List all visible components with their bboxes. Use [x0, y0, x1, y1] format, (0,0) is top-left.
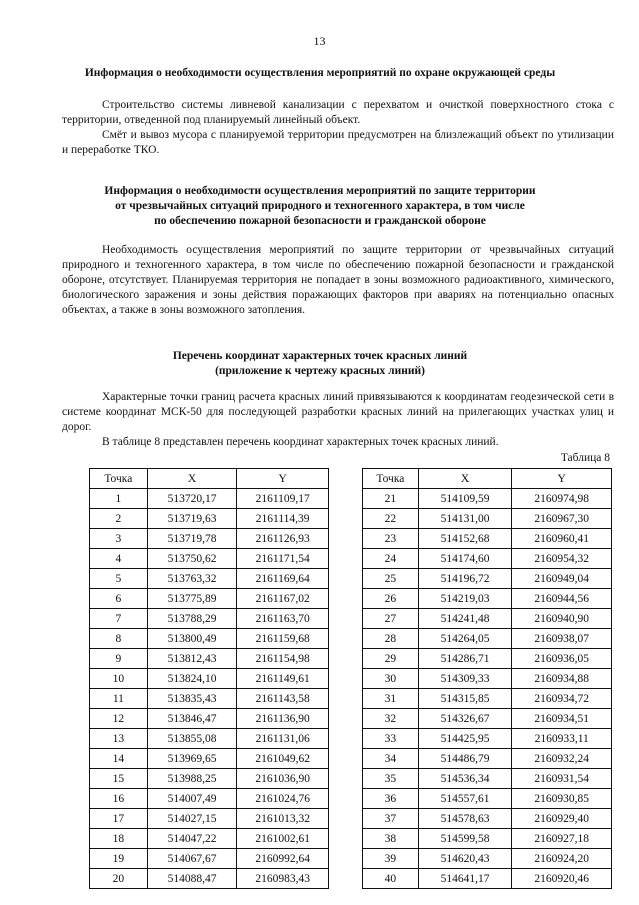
- cell-point: 27: [363, 609, 419, 629]
- cell-point: 12: [90, 709, 148, 729]
- cell-point: 32: [363, 709, 419, 729]
- cell-y: 2160930,85: [512, 789, 612, 809]
- page-number: 13: [313, 34, 326, 48]
- paragraph-table-ref: В таблице 8 представлен перечень координат характерных точек красных линий.: [102, 436, 499, 448]
- cell-y: 2161109,17: [237, 489, 329, 509]
- table-row: [363, 509, 612, 529]
- cell-y: 2160936,05: [512, 649, 612, 669]
- table-row: [90, 709, 329, 729]
- cell-y: 2161163,70: [237, 609, 329, 629]
- table-row: [363, 549, 612, 569]
- table-row: [363, 489, 612, 509]
- heading-line: по обеспечению пожарной безопасности и гражданской обороне: [154, 215, 486, 227]
- cell-y: 2160954,32: [512, 549, 612, 569]
- header-y: Y: [512, 469, 612, 489]
- table-row: [90, 789, 329, 809]
- cell-x: 513824,10: [147, 669, 237, 689]
- cell-point: 16: [90, 789, 148, 809]
- cell-x: 513750,62: [147, 549, 237, 569]
- table-row: [90, 509, 329, 529]
- table-row: [363, 709, 612, 729]
- table-row: [90, 669, 329, 689]
- cell-point: 23: [363, 529, 419, 549]
- cell-y: 2160932,24: [512, 749, 612, 769]
- cell-x: 514131,00: [418, 509, 512, 529]
- heading-line: (приложение к чертежу красных линий): [215, 365, 425, 377]
- cell-x: 513775,89: [147, 589, 237, 609]
- cell-point: 24: [363, 549, 419, 569]
- cell-y: 2161159,68: [237, 629, 329, 649]
- cell-y: 2160933,11: [512, 729, 612, 749]
- cell-y: 2160927,18: [512, 829, 612, 849]
- header-x: X: [418, 469, 512, 489]
- cell-y: 2161024,76: [237, 789, 329, 809]
- cell-x: 514641,17: [418, 869, 512, 889]
- cell-x: 514425,95: [418, 729, 512, 749]
- cell-x: 514109,59: [418, 489, 512, 509]
- table-row: [363, 729, 612, 749]
- cell-y: 2161036,90: [237, 769, 329, 789]
- cell-x: 514326,67: [418, 709, 512, 729]
- cell-point: 35: [363, 769, 419, 789]
- cell-y: 2161013,32: [237, 809, 329, 829]
- cell-point: 33: [363, 729, 419, 749]
- cell-x: 514241,48: [418, 609, 512, 629]
- table-row: [363, 609, 612, 629]
- cell-point: 22: [363, 509, 419, 529]
- cell-point: 13: [90, 729, 148, 749]
- cell-point: 10: [90, 669, 148, 689]
- coordinates-table-right: [362, 468, 612, 889]
- cell-y: 2161002,61: [237, 829, 329, 849]
- cell-x: 513835,43: [147, 689, 237, 709]
- cell-y: 2161171,54: [237, 549, 329, 569]
- cell-y: 2160967,30: [512, 509, 612, 529]
- cell-point: 8: [90, 629, 148, 649]
- cell-x: 514027,15: [147, 809, 237, 829]
- cell-y: 2160934,88: [512, 669, 612, 689]
- table-row: [90, 689, 329, 709]
- cell-y: 2160949,04: [512, 569, 612, 589]
- cell-point: 36: [363, 789, 419, 809]
- table-row: [363, 689, 612, 709]
- cell-point: 18: [90, 829, 148, 849]
- cell-x: 513800,49: [147, 629, 237, 649]
- cell-x: 513855,08: [147, 729, 237, 749]
- cell-x: 514264,05: [418, 629, 512, 649]
- cell-x: 514486,79: [418, 749, 512, 769]
- cell-y: 2161136,90: [237, 709, 329, 729]
- cell-y: 2160992,64: [237, 849, 329, 869]
- table-row: [363, 849, 612, 869]
- cell-point: 31: [363, 689, 419, 709]
- table-row: [363, 869, 612, 889]
- table-row: [90, 649, 329, 669]
- table-header-row: [90, 469, 329, 489]
- cell-x: 514067,67: [147, 849, 237, 869]
- cell-point: 28: [363, 629, 419, 649]
- table-row: [363, 749, 612, 769]
- cell-x: 514309,33: [418, 669, 512, 689]
- paragraph-drainage: Строительство системы ливневой канализации с перехватом и очисткой поверхностного стока с территории, отведенной под планируемый линейный объект.: [62, 99, 614, 126]
- cell-y: 2160920,46: [512, 869, 612, 889]
- cell-x: 514599,58: [418, 829, 512, 849]
- cell-point: 17: [90, 809, 148, 829]
- paragraph-emergency: Необходимость осуществления мероприятий по защите территории от чрезвычайных ситуаций природного и техногенного характера, в том числе по обеспечению пожарной безопасности и гражданской обороне, отсутствует. Планируемая территория не попадает в зоны возможного радиоактивного, химического, биологического заражения и зоны действия поражающих факторов при авариях на потенциально опасных объектах, а также в зоны возможного затопления.: [62, 244, 614, 316]
- cell-point: 40: [363, 869, 419, 889]
- cell-y: 2160924,20: [512, 849, 612, 869]
- cell-y: 2161154,98: [237, 649, 329, 669]
- cell-x: 514007,49: [147, 789, 237, 809]
- section-heading-emergency: [40, 184, 600, 229]
- cell-point: 39: [363, 849, 419, 869]
- heading-line: от чрезвычайных ситуаций природного и техногенного характера, в том числе: [115, 200, 525, 212]
- table-row: [90, 729, 329, 749]
- cell-point: 21: [363, 489, 419, 509]
- table-row: [363, 589, 612, 609]
- cell-point: 4: [90, 549, 148, 569]
- cell-point: 14: [90, 749, 148, 769]
- section-heading-environment: Информация о необходимости осуществления мероприятий по охране окружающей среды: [84, 67, 556, 79]
- cell-x: 514088,47: [147, 869, 237, 889]
- cell-y: 2160974,98: [512, 489, 612, 509]
- table-row: [363, 629, 612, 649]
- cell-point: 11: [90, 689, 148, 709]
- cell-y: 2160934,72: [512, 689, 612, 709]
- coordinates-table-left: [89, 468, 329, 889]
- cell-point: 34: [363, 749, 419, 769]
- cell-point: 29: [363, 649, 419, 669]
- cell-point: 5: [90, 569, 148, 589]
- heading-line: Перечень координат характерных точек красных линий: [172, 350, 468, 362]
- cell-x: 513988,25: [147, 769, 237, 789]
- cell-point: 25: [363, 569, 419, 589]
- cell-x: 514047,22: [147, 829, 237, 849]
- cell-x: 514219,03: [418, 589, 512, 609]
- cell-x: 514578,63: [418, 809, 512, 829]
- table-row: [90, 529, 329, 549]
- table-row: [363, 649, 612, 669]
- paragraph-coordinates: Характерные точки границ расчета красных линий привязываются к координатам геодезической сети в системе координат МСК-50 для последующей разработки красных линий на прилегающих участках улиц и дорог.: [62, 391, 614, 433]
- table-row: [363, 769, 612, 789]
- cell-x: 514174,60: [418, 549, 512, 569]
- table-row: [363, 789, 612, 809]
- cell-y: 2161169,64: [237, 569, 329, 589]
- table-row: [363, 669, 612, 689]
- header-point: Точка: [363, 469, 419, 489]
- cell-x: 513719,63: [147, 509, 237, 529]
- cell-point: 30: [363, 669, 419, 689]
- table-row: [90, 869, 329, 889]
- paragraph-waste: Смёт и вывоз мусора с планируемой территории предусмотрен на близлежащий объект по утилизации и переработке ТКО.: [62, 129, 614, 156]
- cell-x: 513719,78: [147, 529, 237, 549]
- cell-y: 2160934,51: [512, 709, 612, 729]
- table-row: [90, 489, 329, 509]
- cell-y: 2160938,07: [512, 629, 612, 649]
- cell-point: 3: [90, 529, 148, 549]
- cell-x: 513846,47: [147, 709, 237, 729]
- table-row: [363, 529, 612, 549]
- cell-x: 514196,72: [418, 569, 512, 589]
- cell-x: 514620,43: [418, 849, 512, 869]
- table-row: [90, 849, 329, 869]
- cell-point: 37: [363, 809, 419, 829]
- heading-line: Информация о необходимости осуществления мероприятий по защите территории: [104, 185, 536, 197]
- table-caption: Таблица 8: [560, 452, 610, 464]
- header-x: X: [147, 469, 237, 489]
- cell-x: 513788,29: [147, 609, 237, 629]
- cell-y: 2160960,41: [512, 529, 612, 549]
- cell-x: 514286,71: [418, 649, 512, 669]
- cell-y: 2161049,62: [237, 749, 329, 769]
- cell-y: 2161126,93: [237, 529, 329, 549]
- cell-point: 20: [90, 869, 148, 889]
- cell-point: 6: [90, 589, 148, 609]
- table-row: [90, 589, 329, 609]
- cell-y: 2160944,56: [512, 589, 612, 609]
- cell-point: 26: [363, 589, 419, 609]
- cell-y: 2161149,61: [237, 669, 329, 689]
- header-point: Точка: [90, 469, 148, 489]
- cell-y: 2160940,90: [512, 609, 612, 629]
- table-row: [90, 809, 329, 829]
- cell-point: 15: [90, 769, 148, 789]
- table-row: [90, 629, 329, 649]
- table-row: [90, 609, 329, 629]
- cell-x: 514152,68: [418, 529, 512, 549]
- cell-point: 9: [90, 649, 148, 669]
- table-header-row: [363, 469, 612, 489]
- table-row: [90, 569, 329, 589]
- cell-point: 38: [363, 829, 419, 849]
- cell-point: 19: [90, 849, 148, 869]
- cell-x: 513969,65: [147, 749, 237, 769]
- cell-y: 2160983,43: [237, 869, 329, 889]
- cell-x: 514536,34: [418, 769, 512, 789]
- cell-point: 1: [90, 489, 148, 509]
- cell-y: 2161143,58: [237, 689, 329, 709]
- cell-point: 7: [90, 609, 148, 629]
- table-row: [90, 769, 329, 789]
- cell-y: 2161167,02: [237, 589, 329, 609]
- header-y: Y: [237, 469, 329, 489]
- table-row: [90, 749, 329, 769]
- table-row: [90, 549, 329, 569]
- cell-x: 514557,61: [418, 789, 512, 809]
- cell-y: 2161114,39: [237, 509, 329, 529]
- cell-point: 2: [90, 509, 148, 529]
- cell-x: 513812,43: [147, 649, 237, 669]
- table-row: [363, 569, 612, 589]
- cell-x: 513720,17: [147, 489, 237, 509]
- cell-x: 514315,85: [418, 689, 512, 709]
- cell-y: 2160929,40: [512, 809, 612, 829]
- section-heading-coordinates: [40, 349, 600, 379]
- table-row: [363, 829, 612, 849]
- table-row: [363, 809, 612, 829]
- cell-y: 2160931,54: [512, 769, 612, 789]
- table-row: [90, 829, 329, 849]
- cell-x: 513763,32: [147, 569, 237, 589]
- cell-y: 2161131,06: [237, 729, 329, 749]
